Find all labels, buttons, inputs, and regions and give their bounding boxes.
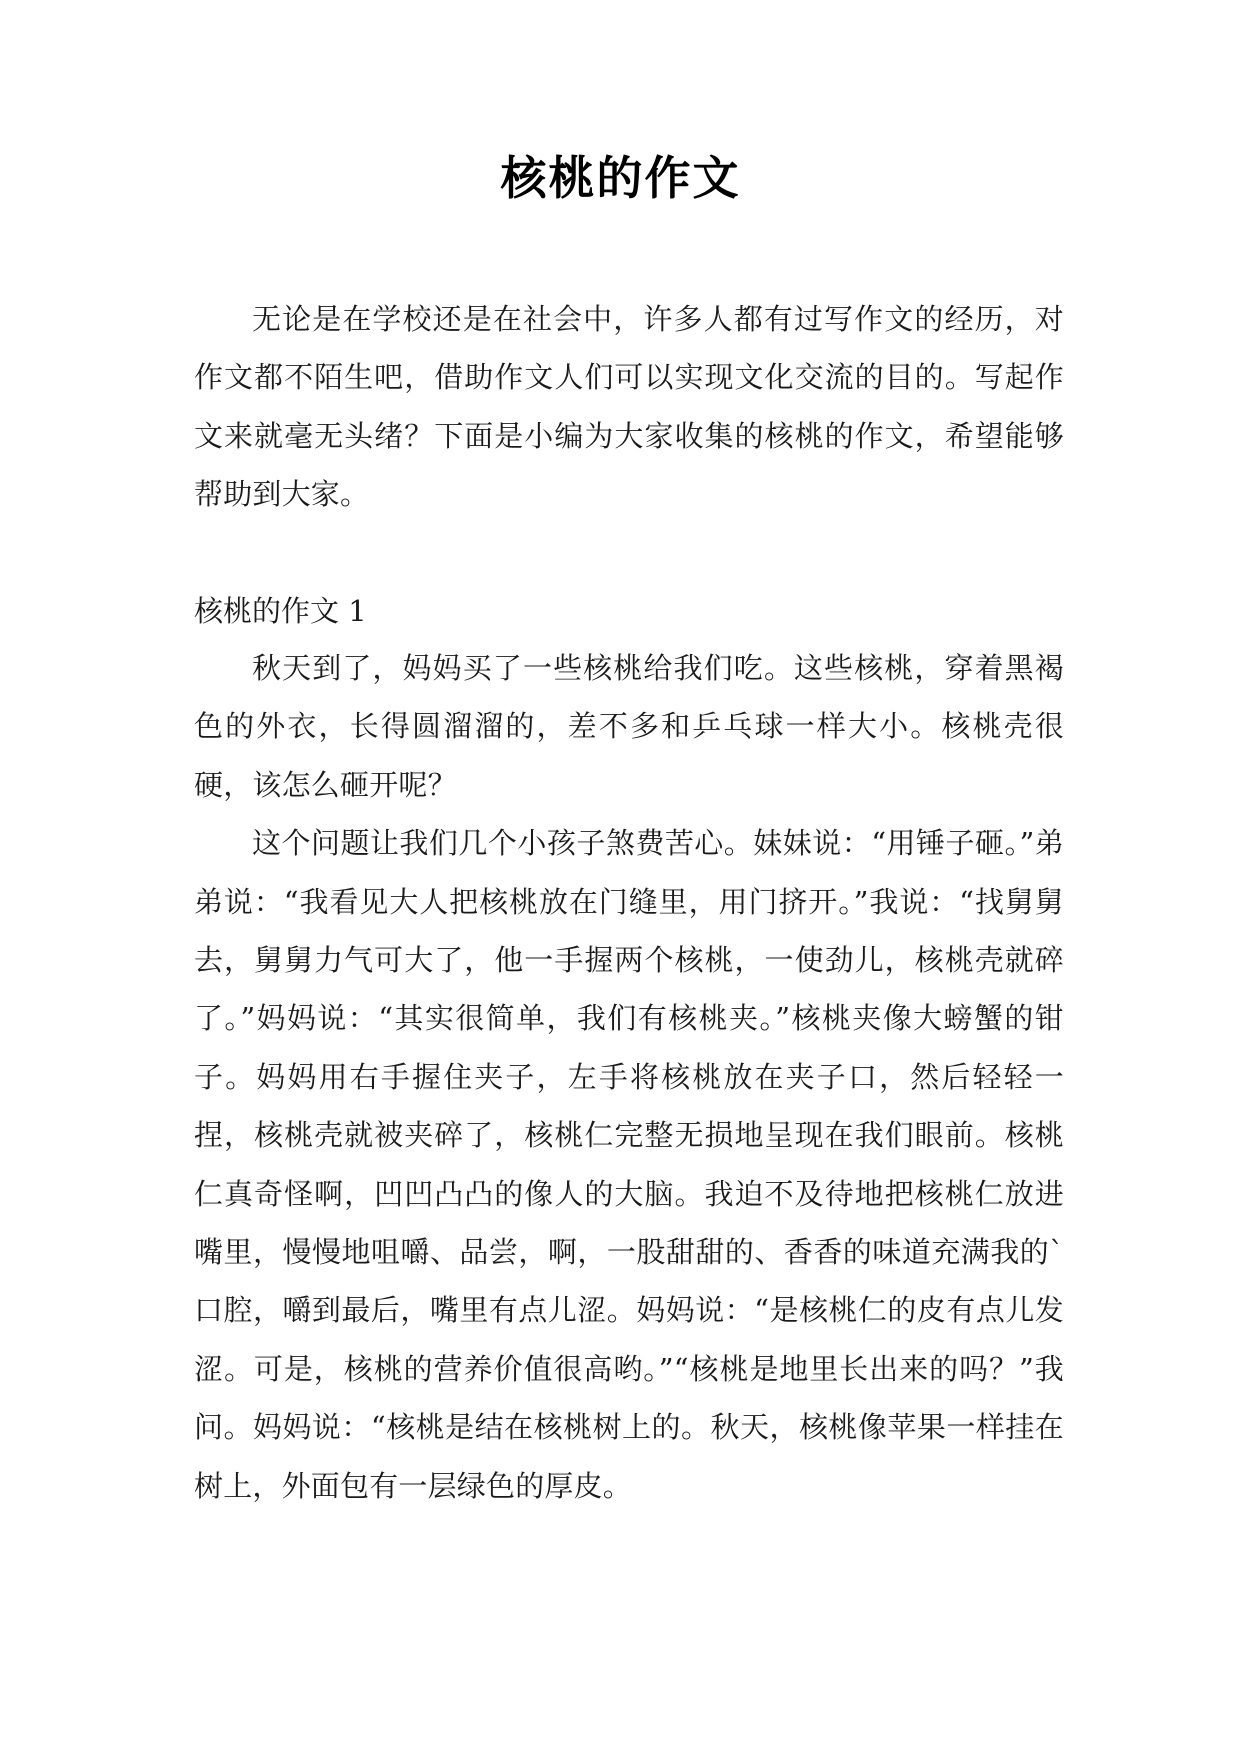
document-title: 核桃的作文 — [500, 151, 741, 205]
intro-section — [194, 290, 1064, 524]
section-heading: 核桃的作文 1 — [194, 594, 367, 628]
intro-paragraph: 无论是在学校还是在社会中，许多人都有过写作文的经历，对作文都不陌生吧，借助作文人们可以实现文化交流的目的。写起作文来就毫无头绪？下面是小编为大家收集的核桃的作文，希望能够帮助到大家。 — [194, 302, 1064, 512]
body-paragraph: 这个问题让我们几个小孩子煞费苦心。妹妹说：“用锤子砸。”弟弟说：“我看见大人把核桃放在门缝里，用门挤开。”我说：“找舅舅去，舅舅力气可大了，他一手握两个核桃，一使劲儿，核桃壳就碎了。”妈妈说：“其实很简单，我们有核桃夹。”核桃夹像大螃蟹的钳子。妈妈用右手握住夹子，左手将核桃放在夹子口，然后轻轻一捏，核桃壳就被夹碎了，核桃仁完整无损地呈现在我们眼前。核桃仁真奇怪啊，凹凹凸凸的像人的大脑。我迫不及待地把核桃仁放进嘴里，慢慢地咀嚼、品尝，啊，一股甜甜的、香香的味道充满我的`口腔，嚼到最后，嘴里有点儿涩。妈妈说：“是核桃仁的皮有点儿发涩。可是，核桃的营养价值很高哟。”“核桃是地里长出来的吗？”我问。妈妈说：“核桃是结在核桃树上的。秋天，核桃像苹果一样挂在树上，外面包有一层绿色的厚皮。 — [194, 826, 1064, 1503]
body-paragraph: 秋天到了，妈妈买了一些核桃给我们吃。这些核桃，穿着黑褐色的外衣，长得圆溜溜的，差不多和乒乓球一样大小。核桃壳很硬，该怎么砸开呢？ — [194, 651, 1064, 802]
section-body — [194, 639, 1064, 1515]
